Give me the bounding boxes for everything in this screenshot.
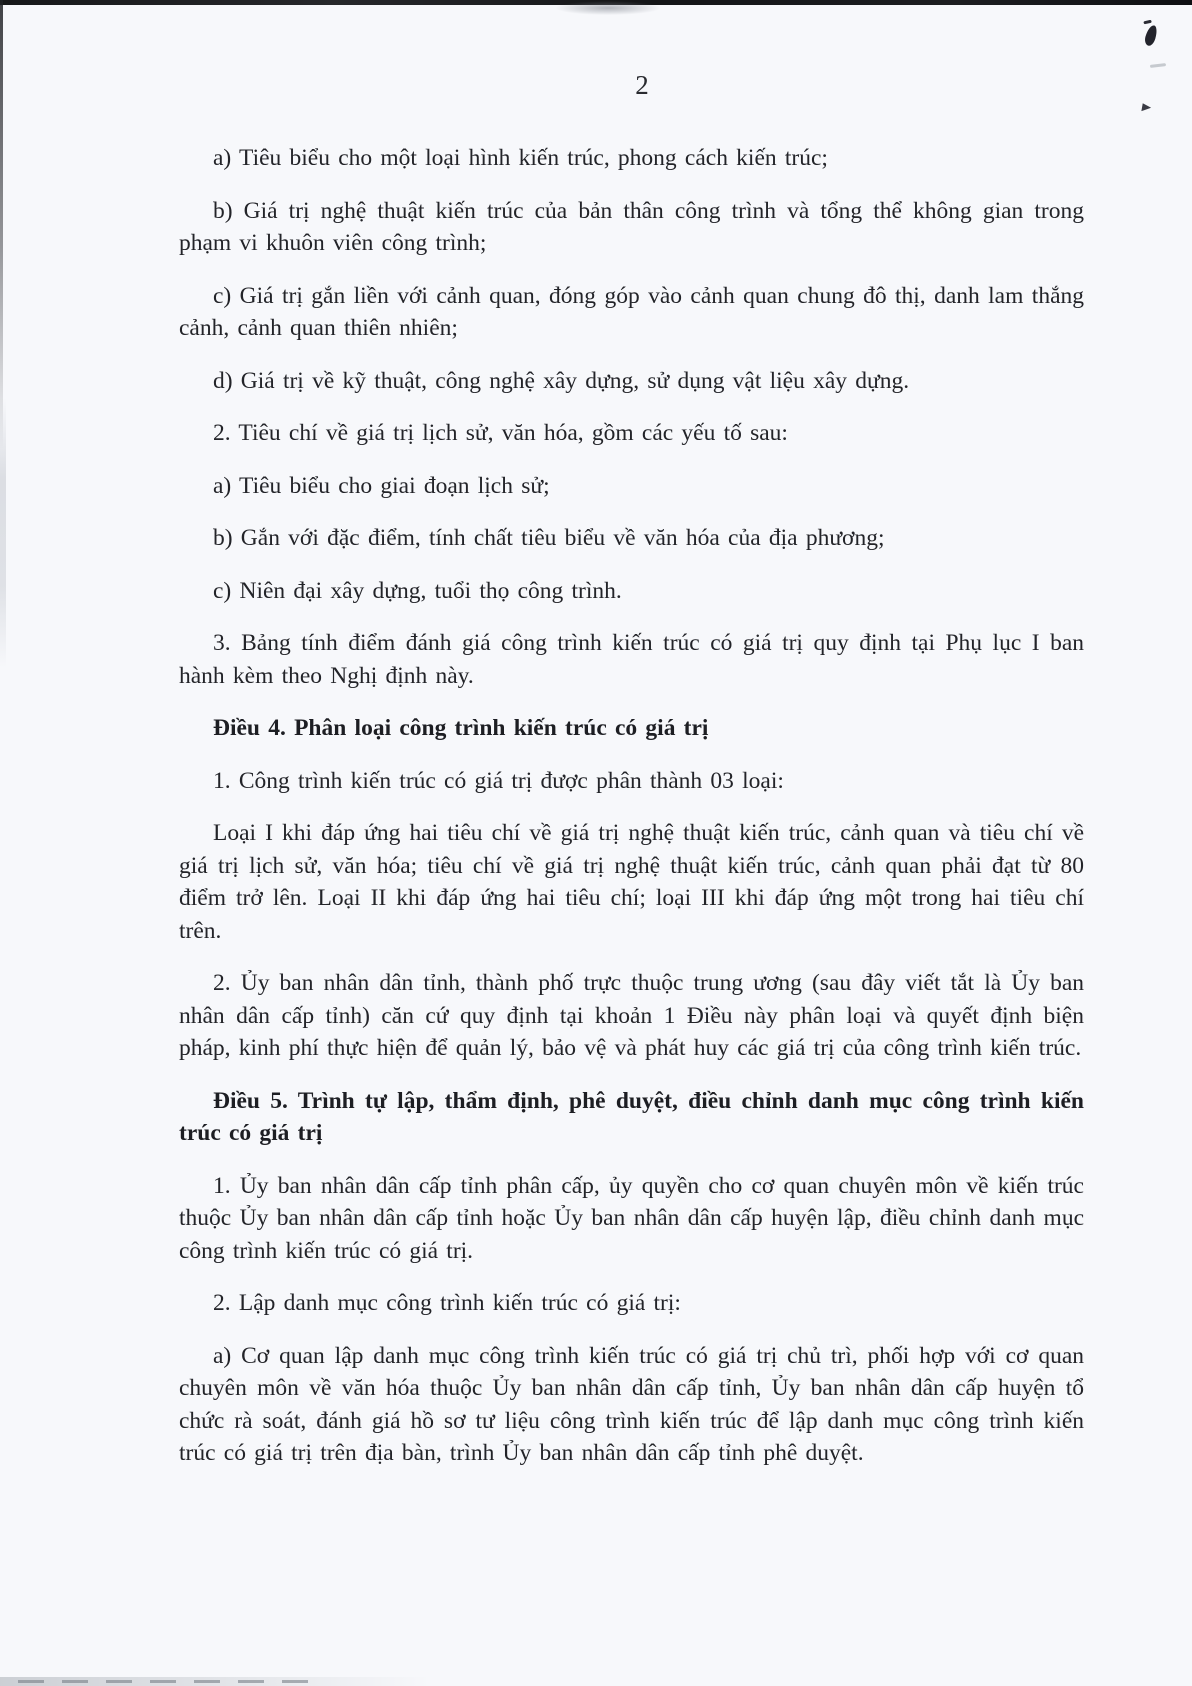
ink-mark-top-right <box>1143 24 1158 47</box>
paragraph: a) Tiêu biểu cho giai đoạn lịch sử; <box>213 472 550 499</box>
paragraph: b) Giá trị nghệ thuật kiến trúc của bản thân công trình và tổng thể không gian trong phạm vi khuôn viên công trình; <box>179 197 1084 256</box>
document-body <box>179 142 1084 1490</box>
page-number: 2 <box>635 70 649 100</box>
paragraph: 2. Lập danh mục công trình kiến trúc có giá trị: <box>213 1290 681 1316</box>
ink-dash-top-right <box>1150 63 1166 68</box>
scan-smudge-top-center <box>556 1 660 15</box>
paragraph: Loại I khi đáp ứng hai tiêu chí về giá trị nghệ thuật kiến trúc, cảnh quan và tiêu chí về giá trị lịch sử, văn hóa; tiêu chí về giá trị nghệ thuật kiến trúc, cảnh quan phải đạt từ 80 điểm trở lên. Loại II khi đáp ứng hai tiêu chí; loại III khi đáp ứng một trong hai tiêu chí trên. <box>179 820 1084 944</box>
paragraph: c) Niên đại xây dựng, tuổi thọ công trình. <box>213 577 622 604</box>
paragraph: 3. Bảng tính điểm đánh giá công trình kiến trúc có giá trị quy định tại Phụ lục I ban hành kèm theo Nghị định này. <box>179 630 1084 689</box>
scan-smudge-left <box>0 398 6 668</box>
scan-dashes-bottom <box>18 1680 308 1683</box>
article-heading: Điều 5. Trình tự lập, thẩm định, phê duyệt, điều chỉnh danh mục công trình kiến trúc có giá trị <box>179 1087 1084 1146</box>
paragraph: c) Giá trị gắn liền với cảnh quan, đóng góp vào cảnh quan chung đô thị, danh lam thắng cảnh, cảnh quan thiên nhiên; <box>179 282 1084 341</box>
paragraph: b) Gắn với đặc điểm, tính chất tiêu biểu về văn hóa của địa phương; <box>213 525 885 551</box>
paragraph: 1. Ủy ban nhân dân cấp tỉnh phân cấp, ủy quyền cho cơ quan chuyên môn về kiến trúc thuộc Ủy ban nhân dân cấp tỉnh hoặc Ủy ban nhân dân cấp huyện lập, điều chỉnh danh mục công trình kiến trúc có giá trị. <box>179 1172 1084 1264</box>
article-heading: Điều 4. Phân loại công trình kiến trúc có giá trị <box>213 715 709 741</box>
paragraph: a) Cơ quan lập danh mục công trình kiến trúc có giá trị chủ trì, phối hợp với cơ quan chuyên môn về văn hóa thuộc Ủy ban nhân dân cấp tỉnh, Ủy ban nhân dân cấp huyện tổ chức rà soát, đánh giá hồ sơ tư liệu công trình kiến trúc để lập danh mục công trình kiến trúc có giá trị trên địa bàn, trình Ủy ban nhân dân cấp tỉnh phê duyệt. <box>179 1342 1084 1466</box>
paragraph: 2. Tiêu chí về giá trị lịch sử, văn hóa, gồm các yếu tố sau: <box>213 420 788 446</box>
paragraph: 1. Công trình kiến trúc có giá trị được phân thành 03 loại: <box>213 767 784 794</box>
paragraph: d) Giá trị về kỹ thuật, công nghệ xây dựng, sử dụng vật liệu xây dựng. <box>213 367 910 394</box>
scan-edge-left <box>0 0 3 450</box>
ink-arrow-top-right <box>1141 103 1151 112</box>
paragraph: a) Tiêu biểu cho một loại hình kiến trúc, phong cách kiến trúc; <box>213 145 828 171</box>
paragraph: 2. Ủy ban nhân dân tỉnh, thành phố trực thuộc trung ương (sau đây viết tắt là Ủy ban nhân dân cấp tỉnh) căn cứ quy định tại khoản 1 Điều này phân loại và quyết định biện pháp, kinh phí thực hiện để quản lý, bảo vệ và phát huy các giá trị của công trình kiến trúc. <box>179 970 1084 1061</box>
